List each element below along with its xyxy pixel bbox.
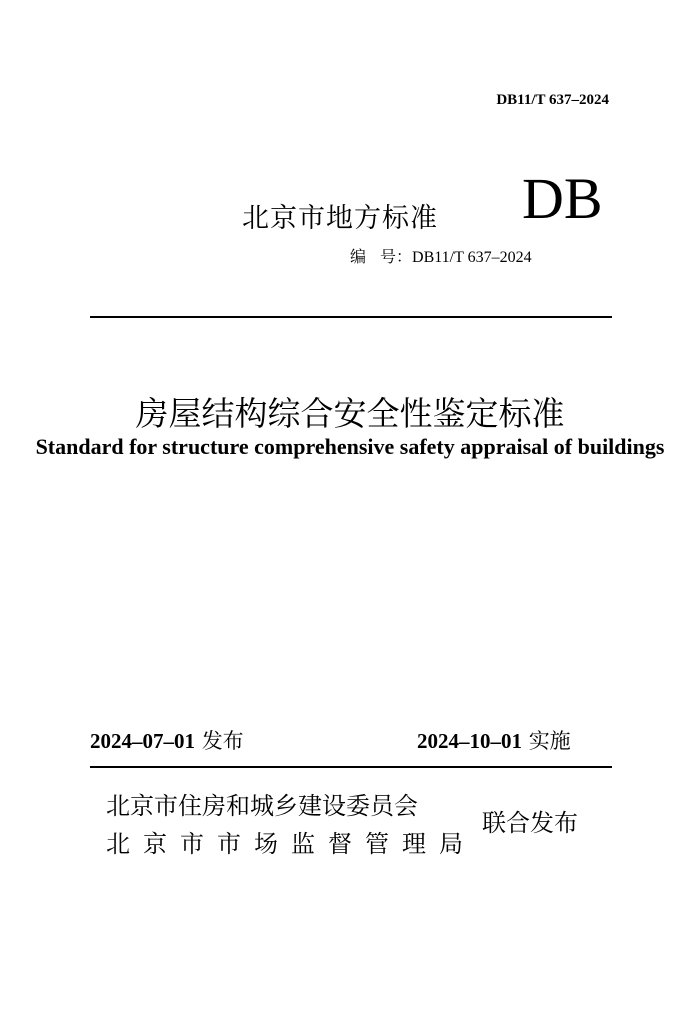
effective-date-row: [417, 725, 571, 755]
effective-date: 2024–10–01: [417, 729, 522, 753]
document-code: DB11/T 637–2024: [496, 92, 609, 108]
top-divider: [90, 316, 612, 318]
bottom-divider: [90, 766, 612, 768]
serial-row: [350, 244, 532, 267]
issue-date: 2024–07–01: [90, 729, 195, 753]
issuer-housing-commission: 北京市住房和城乡建设委员会: [106, 792, 418, 820]
standard-authority: 北京市地方标准: [242, 203, 438, 234]
joint-release-label: 联合发布: [482, 809, 578, 837]
db-mark: DB: [522, 166, 603, 231]
issuer-market-administration: 北京市市场监督管理局: [106, 830, 476, 858]
serial-number: DB11/T 637–2024: [412, 249, 532, 266]
issue-date-row: [90, 725, 244, 755]
title-english: Standard for structure comprehensive safety appraisal of buildings: [35, 434, 665, 459]
title-chinese: 房屋结构综合安全性鉴定标准: [135, 394, 565, 433]
effective-word: 实施: [528, 729, 571, 753]
issue-word: 发布: [201, 729, 244, 753]
serial-label-tail: 号：: [380, 247, 413, 266]
serial-label: 编: [350, 247, 381, 266]
